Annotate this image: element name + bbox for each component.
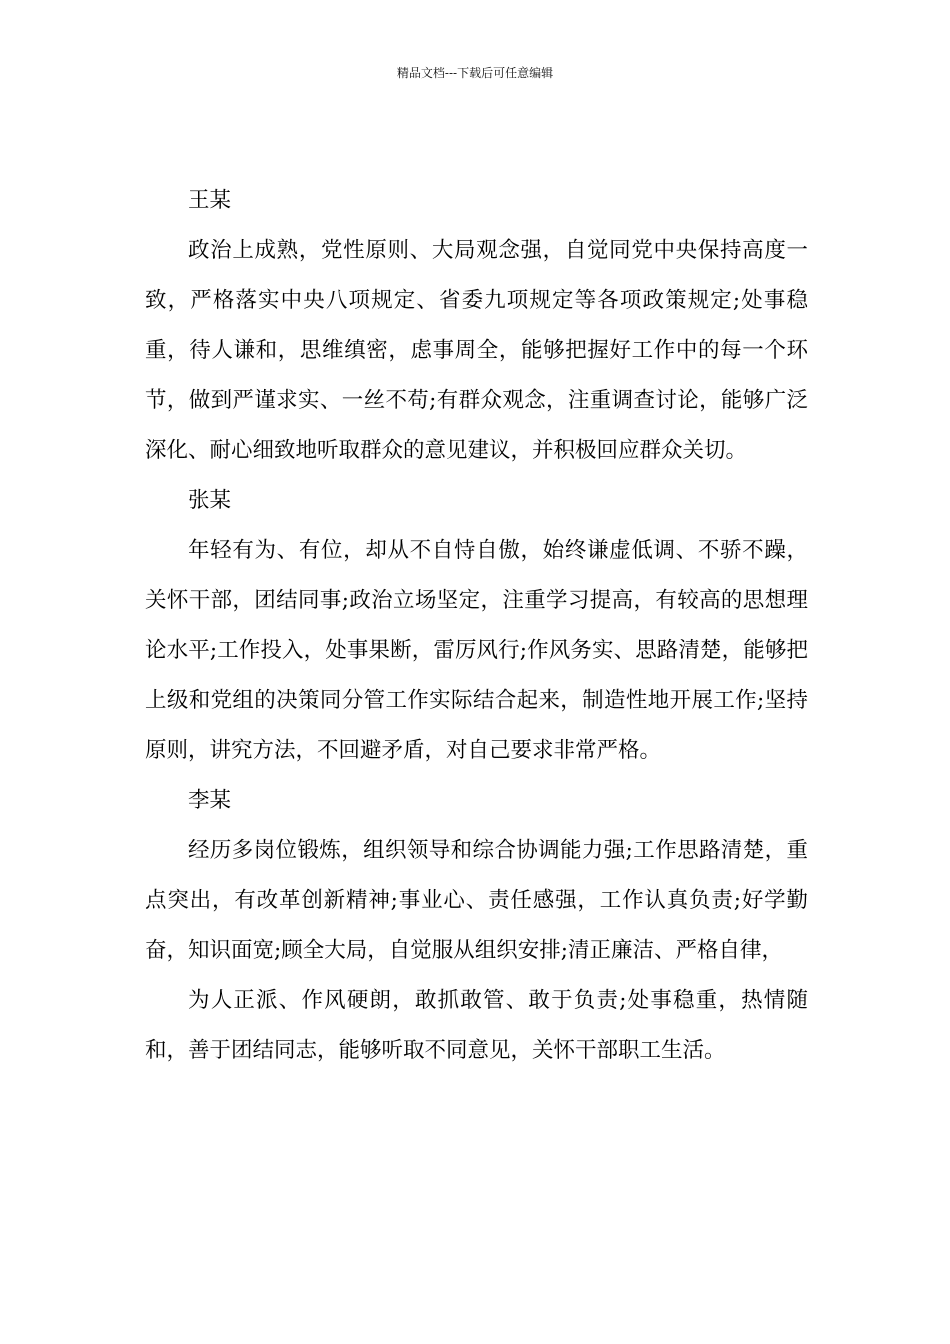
paragraph-wang-evaluation: 政治上成熟，党性原则、大局观念强，自觉同党中央保持高度一致，严格落实中央八项规定、省委九项规定等各项政策规定;处事稳重，待人谦和，思维缜密，虑事周全，能够把握好工作中的每一个环节，做到严谨求实、一丝不苟;有群众观念，注重调查讨论，能够广泛深化、耐心细致地听取群众的意见建议，并积极回应群众关切。 (145, 238, 808, 463)
paragraph-li-evaluation-1: 经历多岗位锻炼，组织领导和综合协调能力强;工作思路清楚，重点突出，有改革创新精神;事业心、责任感强，工作认真负责;好学勤奋，知识面宽;顾全大局，自觉服从组织安排;清正廉洁、严格自律， (145, 838, 808, 963)
paragraph-zhang-evaluation: 年轻有为、有位，却从不自恃自傲，始终谦虚低调、不骄不躁，关怀干部，团结同事;政治立场坚定，注重学习提高，有较高的思想理论水平;工作投入，处事果断，雷厉风行;作风务实、思路清楚，能够把上级和党组的决策同分管工作实际结合起来，制造性地开展工作;坚持原则，讲究方法，不回避矛盾，对自己要求非常严格。 (145, 538, 808, 763)
person-name-zhang: 张某 (188, 488, 232, 513)
person-name-li: 李某 (188, 788, 232, 813)
paragraph-li-evaluation-2: 为人正派、作风硬朗，敢抓敢管、敢于负责;处事稳重，热情随和，善于团结同志，能够听取不同意见，关怀干部职工生活。 (145, 988, 808, 1063)
page-header: 精品文档---下载后可任意编辑 (396, 66, 554, 80)
person-name-wang: 王某 (188, 188, 232, 213)
document-body (145, 176, 808, 1076)
